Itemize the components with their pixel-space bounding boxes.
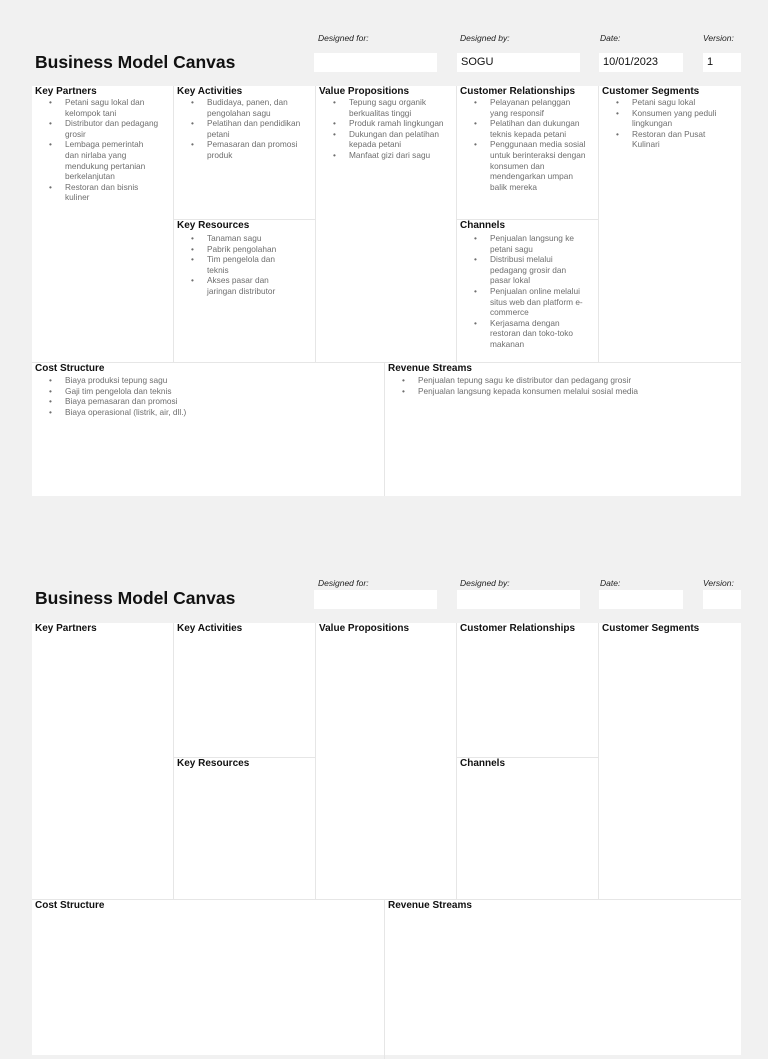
canvas-title: Business Model Canvas	[35, 588, 236, 608]
canvas-grid	[32, 623, 741, 1055]
list-item: • Lembaga pemerintah dan nirlaba yang mendukung pertanian berkelanjutan	[65, 139, 159, 181]
date-label: Date:	[600, 578, 621, 588]
version-label: Version:	[703, 578, 734, 588]
designed-by-label: Designed by:	[460, 33, 510, 43]
list-item: • Pelatihan dan pendidikan petani	[207, 118, 305, 139]
designed-for-label: Designed for:	[318, 33, 369, 43]
version-label: Version:	[703, 33, 734, 43]
customer-segments-list	[599, 97, 732, 150]
channels-section[interactable]	[457, 758, 598, 899]
key-resources-list	[174, 233, 297, 297]
list-item: • Distributor dan pedagang grosir	[65, 118, 159, 139]
cost-structure-section[interactable]	[32, 900, 384, 1055]
revenue-streams-section	[385, 363, 741, 496]
channels-list	[457, 233, 588, 350]
version-field[interactable]	[703, 590, 741, 609]
key-activities-section[interactable]	[174, 623, 315, 757]
section-title: Cost Structure	[35, 900, 105, 911]
section-title: Key Activities	[177, 623, 243, 634]
list-item: • Restoran dan bisnis kuliner	[65, 182, 159, 203]
business-model-canvas-filled	[0, 0, 768, 500]
list-item: • Biaya operasional (listrik, air, dll.)	[65, 407, 365, 418]
designed-for-field[interactable]	[314, 590, 437, 609]
designed-for-field[interactable]	[314, 53, 437, 72]
section-title: Key Partners	[35, 623, 97, 634]
section-title: Channels	[460, 220, 506, 231]
date-label: Date:	[600, 33, 621, 43]
canvas-grid	[32, 86, 741, 496]
customer-relationships-section	[457, 86, 598, 219]
list-item: • Gaji tim pengelola dan teknis	[65, 386, 365, 397]
section-title: Customer Segments	[602, 86, 700, 97]
designed-by-field[interactable]: SOGU	[457, 53, 580, 72]
cost-structure-section	[32, 363, 384, 496]
list-item: • Biaya pemasaran dan promosi	[65, 396, 365, 407]
customer-segments-section	[599, 86, 741, 362]
canvas-title: Business Model Canvas	[35, 52, 236, 72]
designed-for-label: Designed for:	[318, 578, 369, 588]
revenue-streams-section[interactable]	[385, 900, 741, 1055]
section-title: Revenue Streams	[388, 363, 472, 374]
list-item: • Penggunaan media sosial untuk berinteraksi dengan konsumen dan mendengarkan umpan balik mereka	[490, 139, 590, 192]
section-title: Customer Segments	[602, 623, 700, 634]
date-field[interactable]	[599, 590, 683, 609]
list-item: • Akses pasar dan jaringan distributor	[207, 275, 297, 296]
customer-relationships-list	[457, 97, 590, 192]
key-activities-section	[174, 86, 315, 219]
customer-relationships-section[interactable]	[457, 623, 598, 757]
key-resources-section	[174, 220, 315, 362]
key-resources-section[interactable]	[174, 758, 315, 899]
key-partners-list	[32, 97, 159, 203]
list-item: • Pelatihan dan dukungan teknis kepada petani	[490, 118, 590, 139]
value-propositions-list	[316, 97, 449, 161]
list-item: • Penjualan langsung kepada konsumen melalui sosial media	[418, 386, 728, 397]
key-partners-section	[32, 86, 173, 362]
section-title: Key Resources	[177, 220, 250, 231]
list-item: • Manfaat gizi dari sagu	[349, 150, 449, 161]
list-item: • Penjualan online melalui situs web dan platform e-commerce	[490, 286, 588, 318]
list-item: • Restoran dan Pusat Kulinari	[632, 129, 732, 150]
customer-segments-section[interactable]	[599, 623, 741, 899]
list-item: • Pabrik pengolahan	[207, 244, 297, 255]
value-propositions-section	[316, 86, 456, 362]
list-item: • Penjualan langsung ke petani sagu	[490, 233, 588, 254]
channels-section	[457, 220, 598, 362]
section-title: Customer Relationships	[460, 623, 576, 634]
value-propositions-section[interactable]	[316, 623, 456, 899]
list-item: • Tanaman sagu	[207, 233, 297, 244]
list-item: • Kerjasama dengan restoran dan toko-toko makanan	[490, 318, 588, 350]
list-item: • Tim pengelola dan teknis	[207, 254, 297, 275]
section-title: Value Propositions	[319, 86, 410, 97]
key-activities-list	[174, 97, 305, 161]
designed-by-label: Designed by:	[460, 578, 510, 588]
key-partners-section[interactable]	[32, 623, 173, 899]
list-item: • Distribusi melalui pedagang grosir dan pasar lokal	[490, 254, 588, 286]
section-title: Key Resources	[177, 758, 250, 769]
section-title: Channels	[460, 758, 506, 769]
cost-structure-list	[32, 375, 365, 417]
revenue-streams-list	[385, 375, 728, 396]
list-item: • Konsumen yang peduli lingkungan	[632, 108, 732, 129]
list-item: • Dukungan dan pelatihan kepada petani	[349, 129, 449, 150]
list-item: • Pemasaran dan promosi produk	[207, 139, 305, 160]
list-item: • Petani sagu lokal dan kelompok tani	[65, 97, 159, 118]
section-title: Key Activities	[177, 86, 243, 97]
section-title: Key Partners	[35, 86, 97, 97]
version-field[interactable]: 1	[703, 53, 741, 72]
section-title: Value Propositions	[319, 623, 410, 634]
list-item: • Pelayanan pelanggan yang responsif	[490, 97, 590, 118]
business-model-canvas-blank	[0, 546, 768, 1024]
list-item: • Biaya produksi tepung sagu	[65, 375, 365, 386]
list-item: • Penjualan tepung sagu ke distributor dan pedagang grosir	[418, 375, 728, 386]
list-item: • Tepung sagu organik berkualitas tinggi	[349, 97, 449, 118]
section-title: Revenue Streams	[388, 900, 472, 911]
list-item: • Petani sagu lokal	[632, 97, 732, 108]
designed-by-field[interactable]	[457, 590, 580, 609]
list-item: • Produk ramah lingkungan	[349, 118, 449, 129]
date-field[interactable]: 10/01/2023	[599, 53, 683, 72]
list-item: • Budidaya, panen, dan pengolahan sagu	[207, 97, 305, 118]
section-title: Customer Relationships	[460, 86, 576, 97]
section-title: Cost Structure	[35, 363, 105, 374]
